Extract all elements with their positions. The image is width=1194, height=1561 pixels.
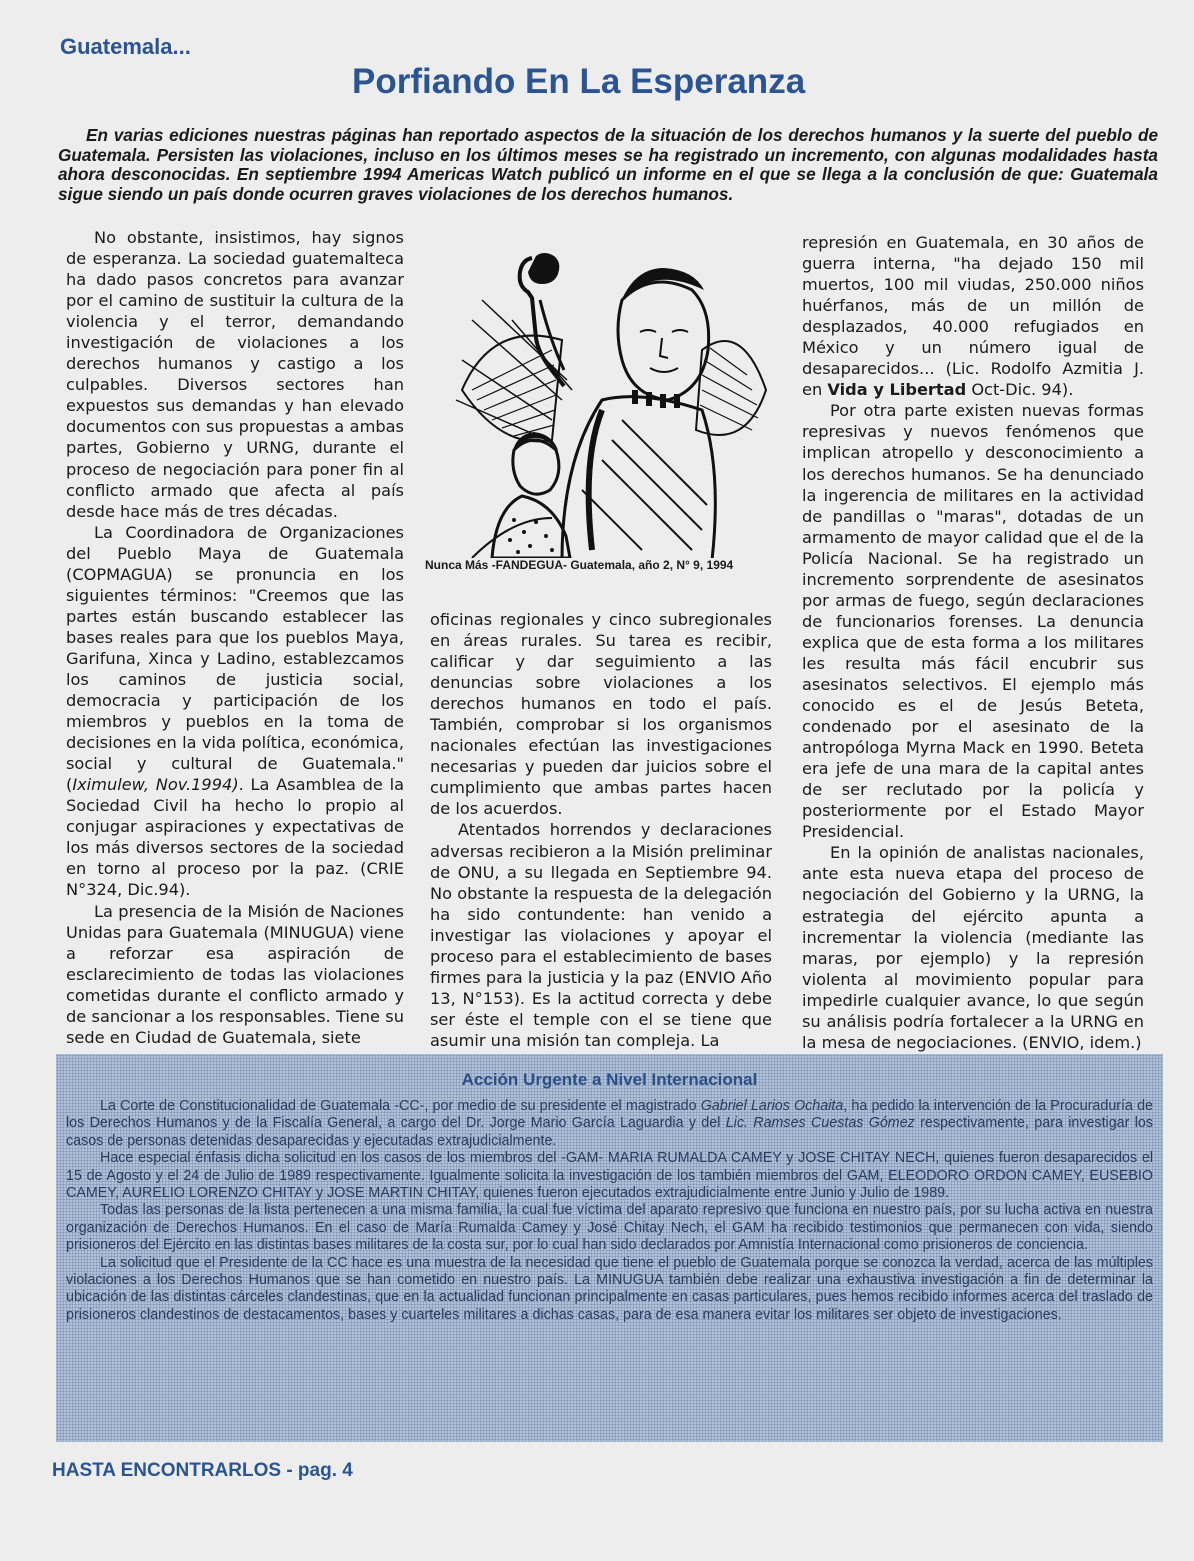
box-name: Lic. Ramses Cuestas Gómez xyxy=(725,1115,915,1132)
paragraph xyxy=(66,522,404,901)
box-body xyxy=(66,1098,1153,1324)
illustration xyxy=(452,240,770,558)
paragraph-text: Oct-Dic. 94). xyxy=(966,380,1074,400)
column-middle xyxy=(430,609,772,1051)
box-paragraph: Todas las personas de la lista pertenecen a una misma familia, la cual fue víctima del aparato represivo que funciona en nuestro país, por su lucha activa en nuestra organización de Derechos Humanos. En el caso de María Rumalda Camey y José Chitay Nech, el GAM ha recibido testimonios que permanecen con vida, siendo prisioneros del Ejército en las distintas bases militares de la costa sur, por lo cual han sido declarados por Amnistía Internacional como prisioneros de conciencia. xyxy=(66,1202,1153,1254)
paragraph: La presencia de la Misión de Naciones Unidas para Guatemala (MINUGUA) viene a reforzar esa aspiración de esclarecimiento de todas las violaciones cometidas durante el conflicto armado y de sancionar a los responsables. Tiene su sede en Ciudad de Guatemala, siete xyxy=(66,901,404,1047)
publication-name: Vida y Libertad xyxy=(827,380,967,400)
box-paragraph: Hace especial énfasis dicha solicitud en los casos de los miembros del -GAM- MARIA RUMALDA CAMEY y JOSE CHITAY NECH, quienes fueron desaparecidos el 15 de Agosto y el 24 de Julio de 1989 respectivamente. Igualmente solicita la investigación de los también miembros del GAM, ELEODORO ORDON CAMEY, EUSEBIO CAMEY, AURELIO LORENZO CHITAY y JOSE MARTIN CHITAY, quienes fueron ejecutados extrajudicialmente entre Junio y Julio de 1989. xyxy=(66,1150,1153,1202)
page-footer: HASTA ENCONTRARLOS - pag. 4 xyxy=(52,1460,353,1481)
paragraph-text: . La Asamblea de la Sociedad Civil ha hecho lo propio al conjugar aspiraciones y expectativas de los más diversos sectores de la sociedad en torno al proceso por la paz. (CRIE N°324, Dic.94). xyxy=(66,775,404,900)
box-paragraph xyxy=(66,1098,1153,1150)
box-title: Acción Urgente a Nivel Internacional xyxy=(461,1070,758,1089)
page-title: Porfiando En La Esperanza xyxy=(352,62,806,101)
box-name: Gabriel Larios Ochaita xyxy=(700,1098,844,1114)
paragraph: En la opinión de analistas nacionales, ante esta nueva etapa del proceso de negociación del Gobierno y la URNG, la estrategia del ejército apunta a incrementar la violencia (mediante las maras, por ejemplo) y la represión violenta al movimiento popular para impedirle cualquier avance, lo que según su análisis podría fortalecer a la URNG en la mesa de negociaciones. (ENVIO, idem.) xyxy=(802,843,1144,1052)
paragraph: No obstante, insistimos, hay signos de esperanza. La sociedad guatemalteca ha dado pasos concretos para avanzar por el camino de sustituir la cultura de la violencia y el terror, demandando investigación de violaciones a los derechos humanos y castigo a los culpables. Diversos sectores han expuestos sus demandas y han elevado documentos con sus propuestas a ambas partes, Gobierno y URNG, durante el proceso de negociación para poner fin al conflicto armado que afecta al país desde hace más de tres décadas. xyxy=(66,228,404,521)
paragraph: Atentados horrendos y declaraciones adversas recibieron a la Misión preliminar de ONU, a su llegada en Septiembre 94. No obstante la respuesta de la delegación ha sido contundente: han venido a investigar las violaciones y apoyar el proceso para el establecimiento de bases firmes para la justicia y la paz (ENVIO Año 13, N°153). Es la actitud correcta y debe ser éste el temple con el se tiene que asumir una misión tan compleja. La xyxy=(430,820,772,1050)
box-text: , ha pedido la intervención de la Procuraduría de los Derechos Humanos y de la Fiscalía General, a cargo del Dr. Jorge Mario García Laguardia y del xyxy=(66,1098,1153,1132)
column-right xyxy=(802,232,1144,1053)
paragraph: Por otra parte existen nuevas formas represivas y nuevos fenómenos que implican atropello y desconocimiento a los derechos humanos. Se ha denunciado la ingerencia de militares en la actividad de pandillas o "maras", dotadas de un armamento de mayor calidad que el de la Policía Nacional. Se ha registrado un incremento sorprendente de asesinatos por armas de fuego, según declaraciones de funcionarios forenses. La denuncia explica que de esta forma a los militares les resulta más fácil encubrir sus asesinatos selectivos. El ejemplo más conocido es el de Jesús Beteta, condenado por el asesinato de la antropóloga Myrna Mack en 1990. Beteta era jefe de una mara de la capital antes de ser reclutado por la policía y posteriormente por el Estado Mayor Presidencial. xyxy=(802,401,1144,842)
paragraph xyxy=(802,232,1144,400)
intro-text: En varias ediciones nuestras páginas han reportado aspectos de la situación de los derechos humanos y la suerte del pueblo de Guatemala. Persisten las violaciones, incluso en los últimos meses se ha registrado un incremento, con algunas modalidades hasta ahora desconocidas. En septiembre 1994 Americas Watch publicó un informe en el que se llega a la conclusión de que: Guatemala sigue siendo un país donde ocurren graves violaciones de los derechos humanos. xyxy=(58,125,1158,204)
intro-paragraph xyxy=(58,126,1158,204)
column-left xyxy=(66,227,404,1048)
citation: Iximulew, Nov.1994) xyxy=(72,775,239,795)
section-kicker: Guatemala... xyxy=(60,34,191,59)
box-text: La Corte de Constitucionalidad de Guatemala -CC-, por medio de su presidente el magistrado xyxy=(100,1098,701,1114)
figure-caption: Nunca Más -FANDEGUA- Guatemala, año 2, N° 9, 1994 xyxy=(425,558,734,572)
box-text: respectivamente, para investigar los casos de personas detenidas desaparecidas y ejecutadas extrajudicialmente. xyxy=(66,1115,1153,1149)
illustration-drawing xyxy=(452,240,770,558)
box-paragraph: La solicitud que el Presidente de la CC hace es una muestra de la necesidad que tiene el pueblo de Guatemala porque se conozca la verdad, acerca de las múltiples violaciones a los Derechos Humanos que se han cometido en nuestro país. La MINUGUA también debe realizar una exhaustiva investigación a fin de determinar la ubicación de las distintas cárceles clandestinas, que en la actualidad funcionan principalmente en casas particulares, pues hemos recibido informes acerca del traslado de prisioneros clandestinos de destacamentos, bases y cuarteles militares a dichas casas, para de esa manera evitar los militares ser objeto de investigaciones. xyxy=(66,1254,1153,1323)
urgent-action-box xyxy=(56,1054,1163,1442)
paragraph: oficinas regionales y cinco subregionales en áreas rurales. Su tarea es recibir, calificar y dar seguimiento a las denuncias sobre violaciones a los derechos humanos en todo el país. También, comprobar si los organismos nacionales efectúan las investigaciones necesarias y pueden dar juicios sobre el cumplimiento que ambas partes hacen de los acuerdos. xyxy=(430,610,772,819)
paragraph-text: represión en Guatemala, en 30 años de guerra interna, "ha dejado 150 mil muertos, 100 mil viudas, 250.000 niños huérfanos, más de un millón de desplazados, 40.000 refugiados en México y un número igual de desaparecidos... (Lic. Rodolfo Azmitia J. en xyxy=(802,233,1144,400)
paragraph-text: La Coordinadora de Organizaciones del Pueblo Maya de Guatemala (COPMAGUA) se pronuncia en los siguientes términos: "Creemos que las partes están buscando establecer las bases reales para que los pueblos Maya, Garifuna, Xinca y Ladino, establezcamos los caminos de justicia social, democracia y participación de los miembros y pueblos en la toma de decisiones en la vida política, económica, social y cultural de Guatemala." ( xyxy=(66,522,404,795)
